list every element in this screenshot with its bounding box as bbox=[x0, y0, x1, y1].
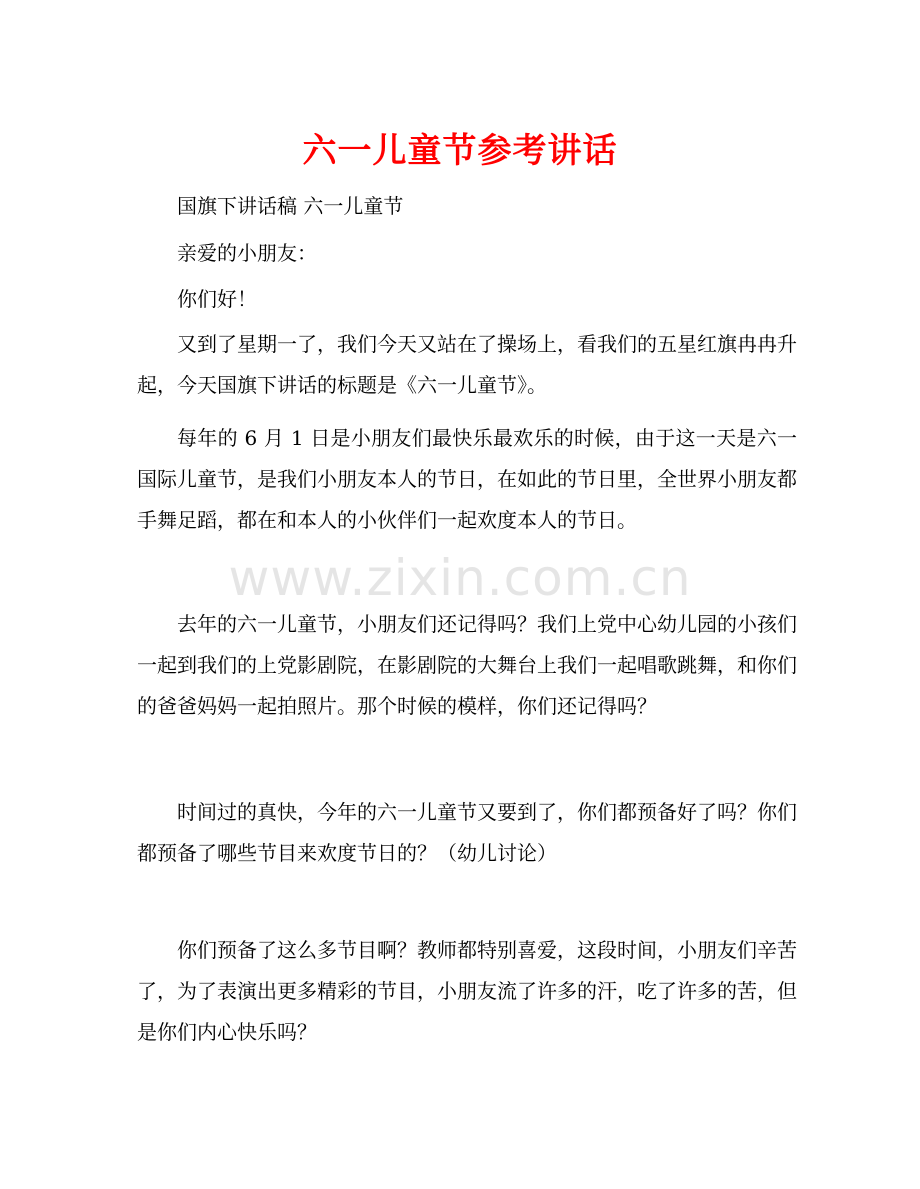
paragraph-body-4: 时间过的真快，今年的六一儿童节又要到了，你们都预备好了吗？你们都预备了哪些节目来欢度节日的？（幼儿讨论） bbox=[137, 800, 797, 865]
paragraph-body-3: 去年的六一儿童节，小朋友们还记得吗？我们上党中心幼儿园的小孩们一起到我们的上党影剧院，在影剧院的大舞台上我们一起唱歌跳舞，和你们的爸爸妈妈一起拍照片。那个时候的模样，你们还记得吗？ bbox=[137, 612, 797, 718]
paragraph-body-5: 你们预备了这么多节目啊？教师都特别喜爱，这段时间，小朋友们辛苦了，为了表演出更多精彩的节目，小朋友流了许多的汗，吃了许多的苦，但是你们内心快乐吗？ bbox=[137, 938, 797, 1044]
paragraph-heading-line: 国旗下讲话稿 六一儿童节 bbox=[177, 194, 404, 218]
paragraph-greeting: 你们好！ bbox=[177, 287, 257, 311]
paragraph-salutation: 亲爱的小朋友： bbox=[177, 241, 317, 265]
watermark-text: www.zixin.com.cn bbox=[228, 549, 692, 607]
paragraph-body-1: 又到了星期一了，我们今天又站在了操场上，看我们的五星红旗冉冉升起，今天国旗下讲话的标题是《六一儿童节》。 bbox=[137, 332, 797, 397]
paragraph-body-2: 每年的 6 月 1 日是小朋友们最快乐最欢乐的时候，由于这一天是六一国际儿童节，是我们小朋友本人的节日，在如此的节日里，全世界小朋友都手舞足蹈，都在和本人的小伙伴们一起欢度本人的节日。 bbox=[137, 426, 797, 532]
document-title: 六一儿童节参考讲话 bbox=[302, 131, 618, 171]
